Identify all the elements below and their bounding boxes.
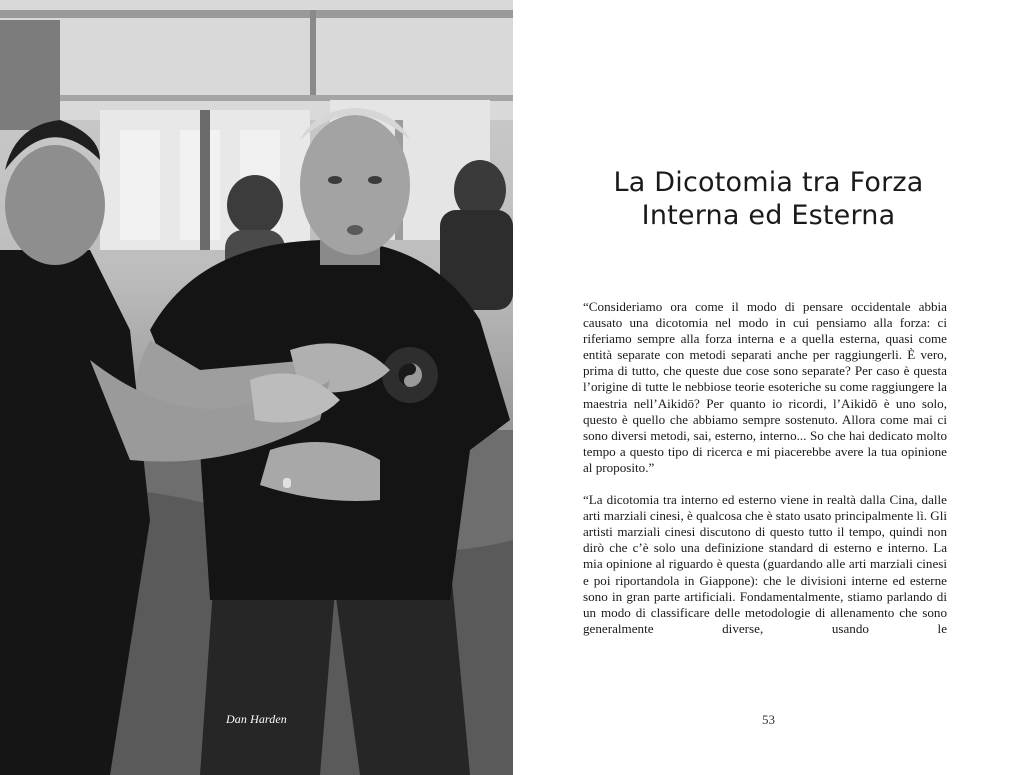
chapter-title-line-1: La Dicotomia tra Forza [613,167,924,199]
paragraph-2: “La dicotomia tra interno ed esterno viene in realtà dalla Cina, dalle arti marziali cinesi, è qualcosa che è stato usato principalmente lì. Gli artisti marziali cinesi discutono di questo tutto il tempo, quindi non dirò che c’è solo una definizione standard di esterno e interno. La mia opinione al riguardo è questa (guardando alle arti marziali cinesi e poi riportandola in Giappone): che le divisioni interne ed esterne sono in gran parte artificiali. Fondamentalmente, stiamo parlando di un modo di classificare delle metodologie di allenamento che sono generalmente diverse, usando le [583,492,947,636]
page-number: 53 [762,712,775,727]
paragraph-1: “Consideriamo ora come il modo di pensare occidentale abbia causato una dicotomia nel modo in cui pensiamo alla forza: ci riferiamo sempre alla forza interna e a quella esterna, quasi come entità separate con metodi separati anche per raggiungerli. È vero, prima di tutto, che queste due cose sono separate? Per caso è questa l’origine di tutte le nebbiose teorie esoteriche su come raggiungere la maestria nell’Aikidō? Per quanto io ricordi, l’Aikidō è uno solo, questo è quello che abbiamo sempre sostenuto. Allora come mai ci sono diversi metodi, sai, esterno, interno... So che hai dedicato molto tempo a questo tipo di ricerca e mi piacerebbe avere la tua opinione al proposito.” [583,299,947,475]
text-page [513,0,1024,775]
chapter-title [513,166,1024,232]
body-text [583,299,947,653]
chapter-title-line-2: Interna ed Esterna [641,200,896,232]
photo-caption: Dan Harden [226,712,287,726]
